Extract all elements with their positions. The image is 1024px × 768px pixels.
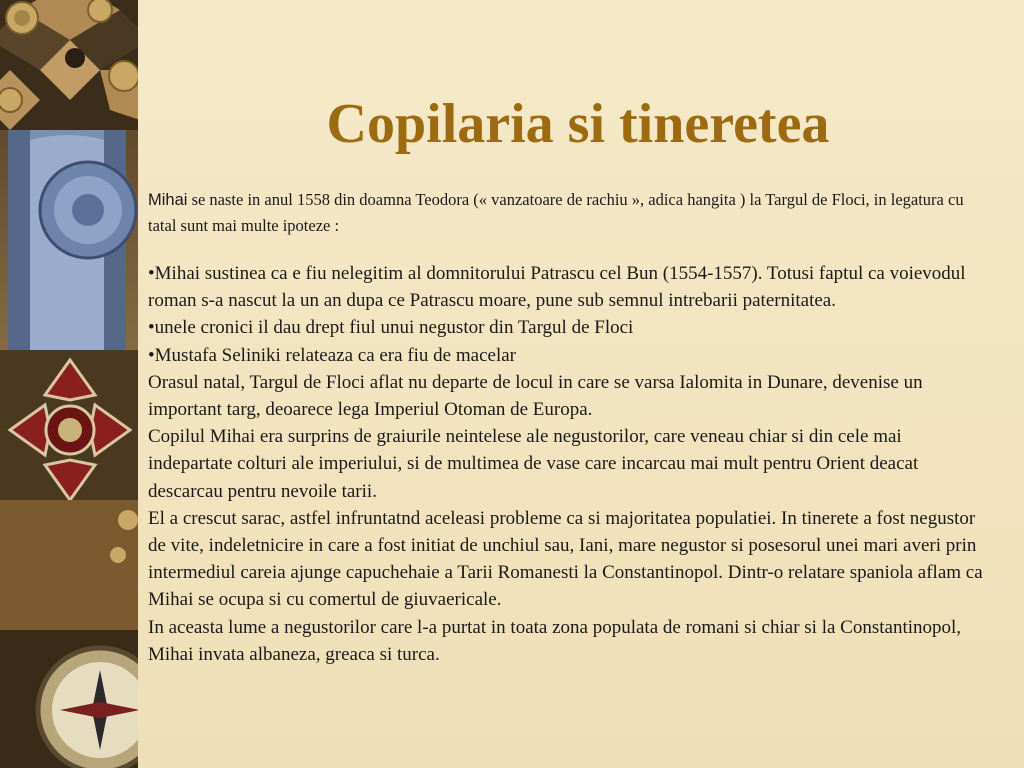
intro-rest: se naste in anul 1558 din doamna Teodora (« vanzatoare de rachiu », adica hangita ) la Targul de Floci, in legatura cu tatal sunt mai multe ipoteze : [148, 190, 964, 235]
paragraph-youth: El a crescut sarac, astfel infruntatnd aceleasi probleme ca si majoritatea populatiei. In tinerete a fost negustor de vite, indeletnicire in care a fost initiat de unchiul sau, Iani, mare negustor si posesorul unei mari averi prin intermediul careia ajunge capuchehaie a Tarii Romanesti la Constantinopol. Dintr-o relatare spaniola aflam ca Mihai se ocupa si cu comertul de giuvaericale. [148, 507, 983, 611]
intro-first-word: Mihai [148, 191, 188, 209]
paragraph-hometown: Orasul natal, Targul de Floci aflat nu departe de locul in care se varsa Ialomita in Dunare, devenise un important targ, deoarece lega Imperiul Otoman de Europa. [148, 371, 923, 421]
slide-title: Copilaria si tineretea [326, 93, 830, 155]
paragraph-languages: In aceasta lume a negustorilor care l-a purtat in toata zona populata de romani si chiar si la Constantinopol, Mihai invata albaneza, greaca si turca. [148, 616, 962, 665]
bullet-butcher: •Mustafa Seliniki relateaza ca era fiu de macelar [148, 344, 516, 366]
intro-paragraph [148, 187, 978, 239]
bullet-merchant: •unele cronici il dau drept fiul unui negustor din Targul de Floci [148, 317, 634, 339]
medal-collage-image [0, 0, 138, 768]
decorative-medal-collage [0, 0, 138, 768]
bullet-paternity: •Mihai sustinea ca e fiu nelegitim al domnitorului Patrascu cel Bun (1554-1557). Totusi faptul ca voievodul roman s-a nascut la un an dupa ce Patrascu moare, pune sub semnul intrebarii paternitatea. [148, 263, 966, 312]
paragraph-childhood: Copilul Mihai era surprins de graiurile neintelese ale negustorilor, care veneau chiar si din cele mai indepartate colturi ale imperiului, si de multimea de vase care incarcau mai mult pentru Orient deacat descarcau pentru nevoile tarii. [148, 426, 919, 502]
body-text [148, 260, 988, 668]
